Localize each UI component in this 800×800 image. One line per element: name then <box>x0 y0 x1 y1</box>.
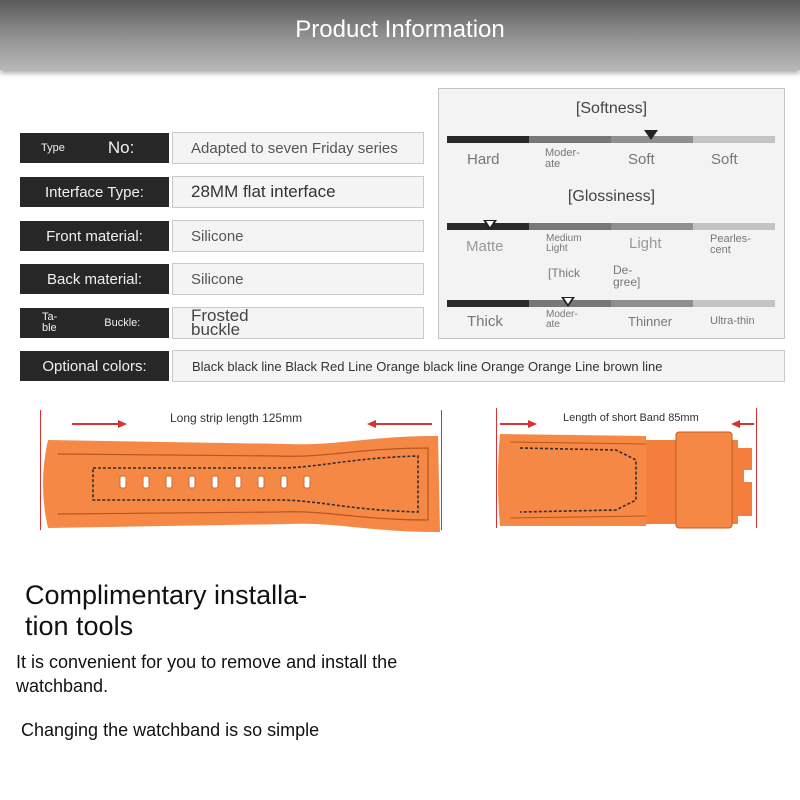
thickness-level-3: Thinner <box>628 314 673 329</box>
softness-level-3: Soft <box>628 151 655 168</box>
short-strap-length-label: Length of short Band 85mm <box>563 412 699 424</box>
short-strap-image <box>496 430 758 530</box>
spec-label-type <box>20 133 169 163</box>
softness-level-2: Moder- ate <box>545 147 580 170</box>
optional-colors-label: Optional colors: <box>20 351 169 381</box>
softness-segment-4 <box>693 136 775 143</box>
thickness-marker <box>561 297 575 307</box>
thickness-segment-3 <box>611 300 693 307</box>
spec-label-interface: Interface Type: <box>20 177 169 207</box>
softness-segment-2 <box>529 136 611 143</box>
softness-scale <box>447 136 775 143</box>
glossiness-level-3: Light <box>629 235 662 252</box>
glossiness-segment-2 <box>529 223 611 230</box>
glossiness-segment-3 <box>611 223 693 230</box>
thickness-heading-left: [Thick <box>548 266 581 280</box>
thickness-segment-4 <box>693 300 775 307</box>
spec-label-type-left: Type <box>41 142 65 154</box>
short-strap-left-arrowhead <box>528 420 537 428</box>
long-strap-right-arrow <box>376 423 432 425</box>
page-title: Product Information <box>295 16 505 43</box>
spec-value-interface: 28MM flat interface <box>172 176 424 208</box>
spec-label-type-right: No: <box>107 138 135 157</box>
characteristics-panel <box>438 88 785 339</box>
spec-value-front-material: Silicone <box>172 220 424 252</box>
thickness-level-4: Ultra-thin <box>710 315 755 327</box>
thickness-scale <box>447 300 775 307</box>
softness-level-4: Soft <box>711 151 738 168</box>
installation-tagline: Changing the watchband is so simple <box>21 720 320 740</box>
softness-heading: [Softness] <box>575 100 648 117</box>
spec-value-type: Adapted to seven Friday series <box>172 132 424 164</box>
softness-level-1: Hard <box>467 151 500 168</box>
glossiness-segment-4 <box>693 223 775 230</box>
thickness-segment-1 <box>447 300 529 307</box>
spec-label-buckle-right: Buckle: <box>104 317 141 329</box>
thickness-heading-right: De- gree] <box>613 263 641 289</box>
spec-value-back-material: Silicone <box>172 263 424 295</box>
glossiness-heading: [Glossiness] <box>567 188 656 205</box>
glossiness-level-4: Pearles- cent <box>710 233 751 256</box>
glossiness-level-1: Matte <box>466 238 504 255</box>
thickness-level-2: Moder- ate <box>546 309 578 330</box>
short-strap-right-arrow <box>740 423 754 425</box>
softness-segment-1 <box>447 136 529 143</box>
spec-label-back-material: Back material: <box>20 264 169 294</box>
short-strap-right-arrowhead <box>731 420 740 428</box>
thickness-level-1: Thick <box>467 313 503 330</box>
spec-value-buckle: Frosted buckle <box>172 307 424 339</box>
softness-marker <box>644 130 658 140</box>
spec-label-buckle-left: Ta- ble <box>42 311 58 334</box>
long-strap-right-arrowhead <box>367 420 376 428</box>
long-strap-left-arrow <box>72 423 118 425</box>
spec-label-front-material: Front material: <box>20 221 169 251</box>
installation-description: It is convenient for you to remove and install the watchband. <box>16 652 398 696</box>
spec-label-buckle <box>20 308 169 338</box>
glossiness-level-2: Medium Light <box>546 233 582 254</box>
long-strap-left-arrowhead <box>118 420 127 428</box>
long-strap-image <box>38 434 443 534</box>
glossiness-marker <box>483 220 497 230</box>
short-strap-left-arrow <box>500 423 528 425</box>
long-strap-length-label: Long strip length 125mm <box>170 411 303 425</box>
optional-colors-value: Black black line Black Red Line Orange black line Orange Orange Line brown line <box>172 350 785 382</box>
header-banner <box>0 0 800 70</box>
installation-tools-title: Complimentary installa- tion tools <box>25 580 308 641</box>
